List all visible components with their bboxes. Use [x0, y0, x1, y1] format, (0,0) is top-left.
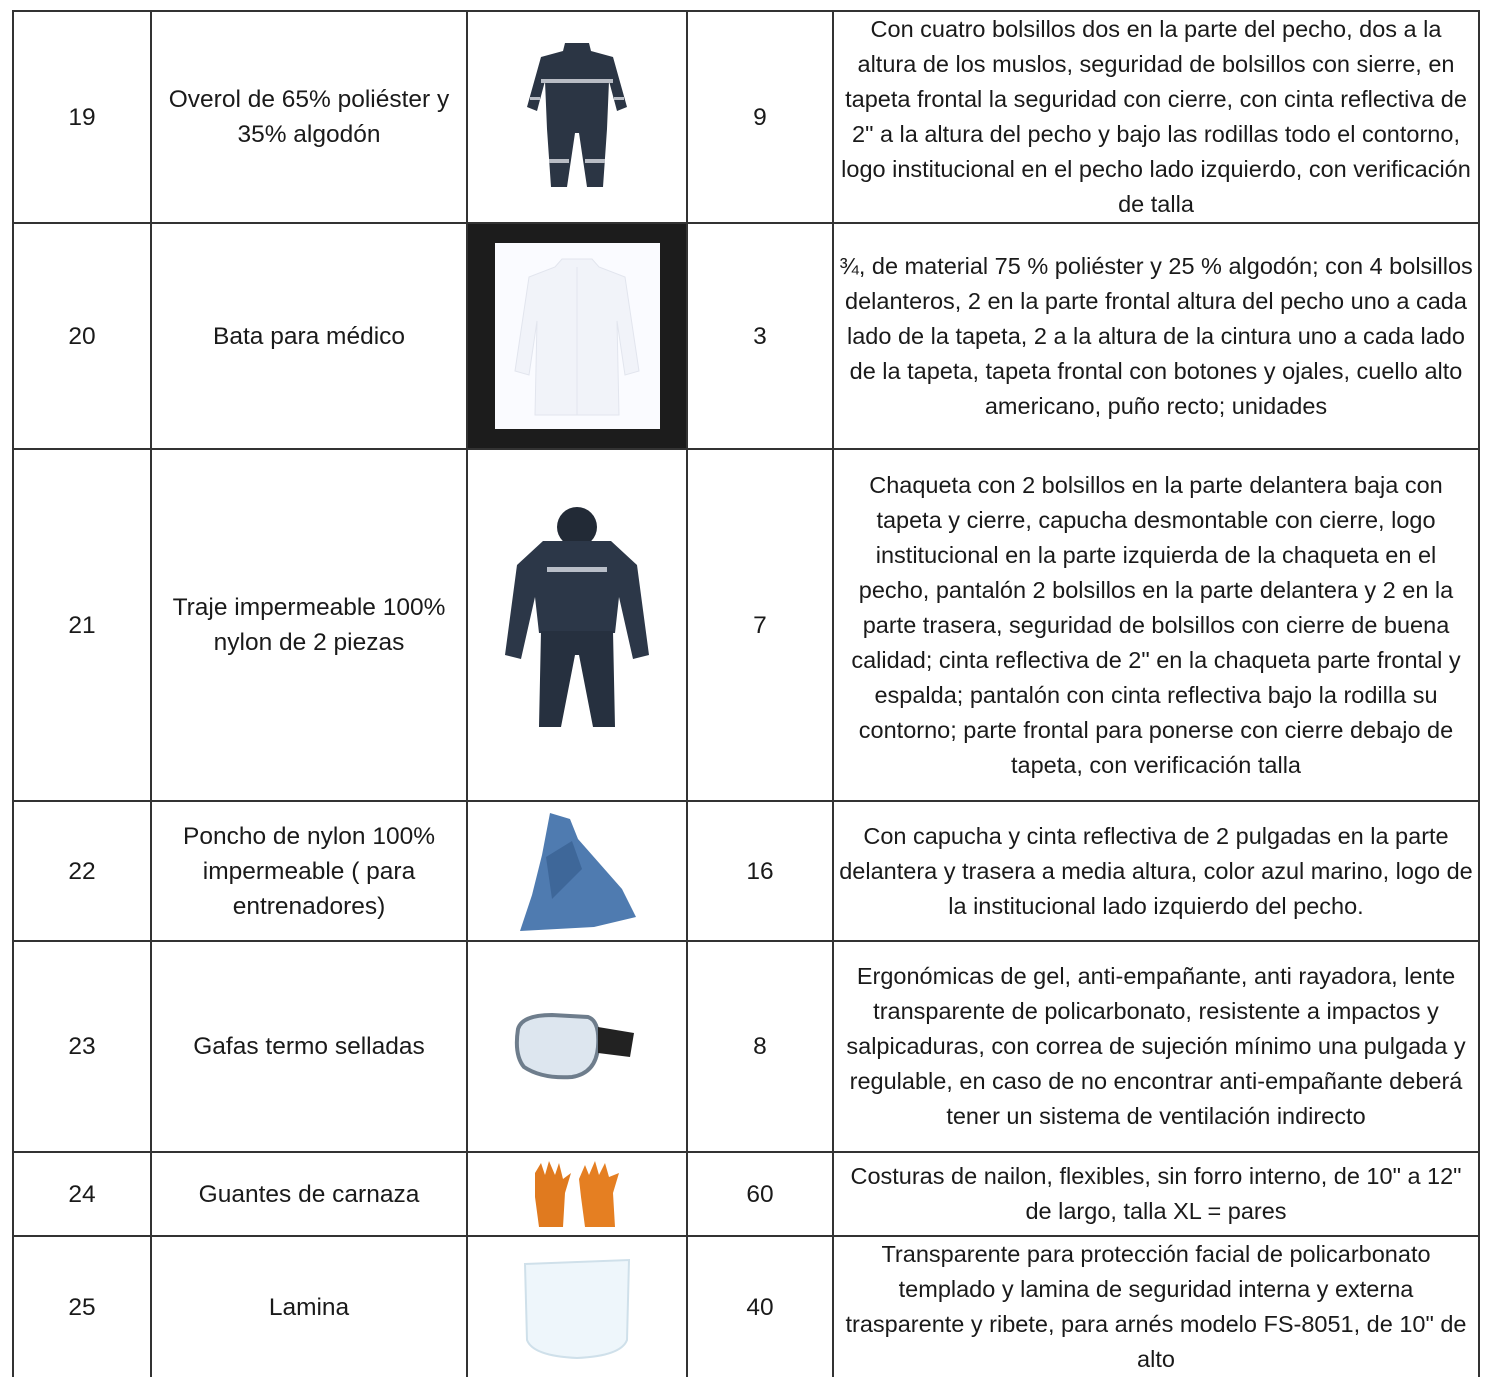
item-number: 19	[13, 11, 151, 223]
table-row	[13, 941, 1479, 1152]
item-description: Costuras de nailon, flexibles, sin forro interno, de 10" a 12" de largo, talla XL = pares	[833, 1152, 1479, 1236]
item-name: Lamina	[151, 1236, 467, 1377]
item-quantity: 9	[687, 11, 833, 223]
table-row	[13, 11, 1479, 223]
item-number: 23	[13, 941, 151, 1152]
table-row	[13, 1236, 1479, 1377]
item-quantity: 7	[687, 449, 833, 801]
item-image-cell	[467, 11, 687, 223]
item-image-cell	[467, 223, 687, 449]
item-description: Con capucha y cinta reflectiva de 2 pulgadas en la parte delantera y trasera a media altura, color azul marino, logo de la institucional lado izquierdo del pecho.	[833, 801, 1479, 941]
item-image-cell	[467, 1152, 687, 1236]
table-row	[13, 449, 1479, 801]
item-number: 22	[13, 801, 151, 941]
item-quantity: 40	[687, 1236, 833, 1377]
gloves-icon	[468, 1159, 686, 1229]
table-row	[13, 1152, 1479, 1236]
poncho-icon	[468, 809, 686, 933]
item-name: Guantes de carnaza	[151, 1152, 467, 1236]
item-description: Transparente para protección facial de policarbonato templado y lamina de seguridad interna y externa trasparente y ribete, para arnés modelo FS-8051, de 10" de alto	[833, 1236, 1479, 1377]
item-image-cell	[467, 449, 687, 801]
coverall-icon	[468, 37, 686, 197]
goggles-icon	[468, 1007, 686, 1087]
items-table	[12, 10, 1480, 1377]
item-name: Poncho de nylon 100% impermeable ( para entrenadores)	[151, 801, 467, 941]
item-image-cell	[467, 801, 687, 941]
item-number: 24	[13, 1152, 151, 1236]
item-description: Con cuatro bolsillos dos en la parte del pecho, dos a la altura de los muslos, seguridad de bolsillos con sierre, en tapeta frontal la seguridad con cierre, con cinta reflectiva de 2" a la altura del pecho y bajo las rodillas todo el contorno, logo institucional en el pecho lado izquierdo, con verificación de talla	[833, 11, 1479, 223]
rain-suit-icon	[468, 505, 686, 745]
table-row	[13, 223, 1479, 449]
item-number: 20	[13, 223, 151, 449]
item-image-cell	[467, 941, 687, 1152]
item-description: Chaqueta con 2 bolsillos en la parte delantera baja con tapeta y cierre, capucha desmontable con cierre, logo institucional en la parte izquierda de la chaqueta en el pecho, pantalón 2 bolsillos en la parte delantera y 2 en la parte trasera, seguridad de bolsillos con cierre de buena calidad; cinta reflectiva de 2" en la chaqueta parte frontal y espalda; pantalón con cinta reflectiva bajo la rodilla su contorno; parte frontal para ponerse con cierre debajo de tapeta, con verificación talla	[833, 449, 1479, 801]
item-quantity: 8	[687, 941, 833, 1152]
item-number: 21	[13, 449, 151, 801]
item-number: 25	[13, 1236, 151, 1377]
lab-coat-icon	[507, 251, 647, 421]
face-shield-icon	[468, 1252, 686, 1362]
item-name: Traje impermeable 100% nylon de 2 piezas	[151, 449, 467, 801]
item-quantity: 16	[687, 801, 833, 941]
table-row	[13, 801, 1479, 941]
item-name: Bata para médico	[151, 223, 467, 449]
item-quantity: 3	[687, 223, 833, 449]
item-quantity: 60	[687, 1152, 833, 1236]
item-name: Overol de 65% poliéster y 35% algodón	[151, 11, 467, 223]
item-name: Gafas termo selladas	[151, 941, 467, 1152]
item-image-cell	[467, 1236, 687, 1377]
item-description: ¾, de material 75 % poliéster y 25 % algodón; con 4 bolsillos delanteros, 2 en la parte frontal altura del pecho uno a cada lado de la tapeta, 2 a la altura de la cintura uno a cada lado de la tapeta, tapeta frontal con botones y ojales, cuello alto americano, puño recto; unidades	[833, 223, 1479, 449]
item-description: Ergonómicas de gel, anti-empañante, anti rayadora, lente transparente de policarbonato, resistente a impactos y salpicaduras, con correa de sujeción mínimo una pulgada y regulable, en caso de no encontrar anti-empañante deberá tener un sistema de ventilación indirecto	[833, 941, 1479, 1152]
